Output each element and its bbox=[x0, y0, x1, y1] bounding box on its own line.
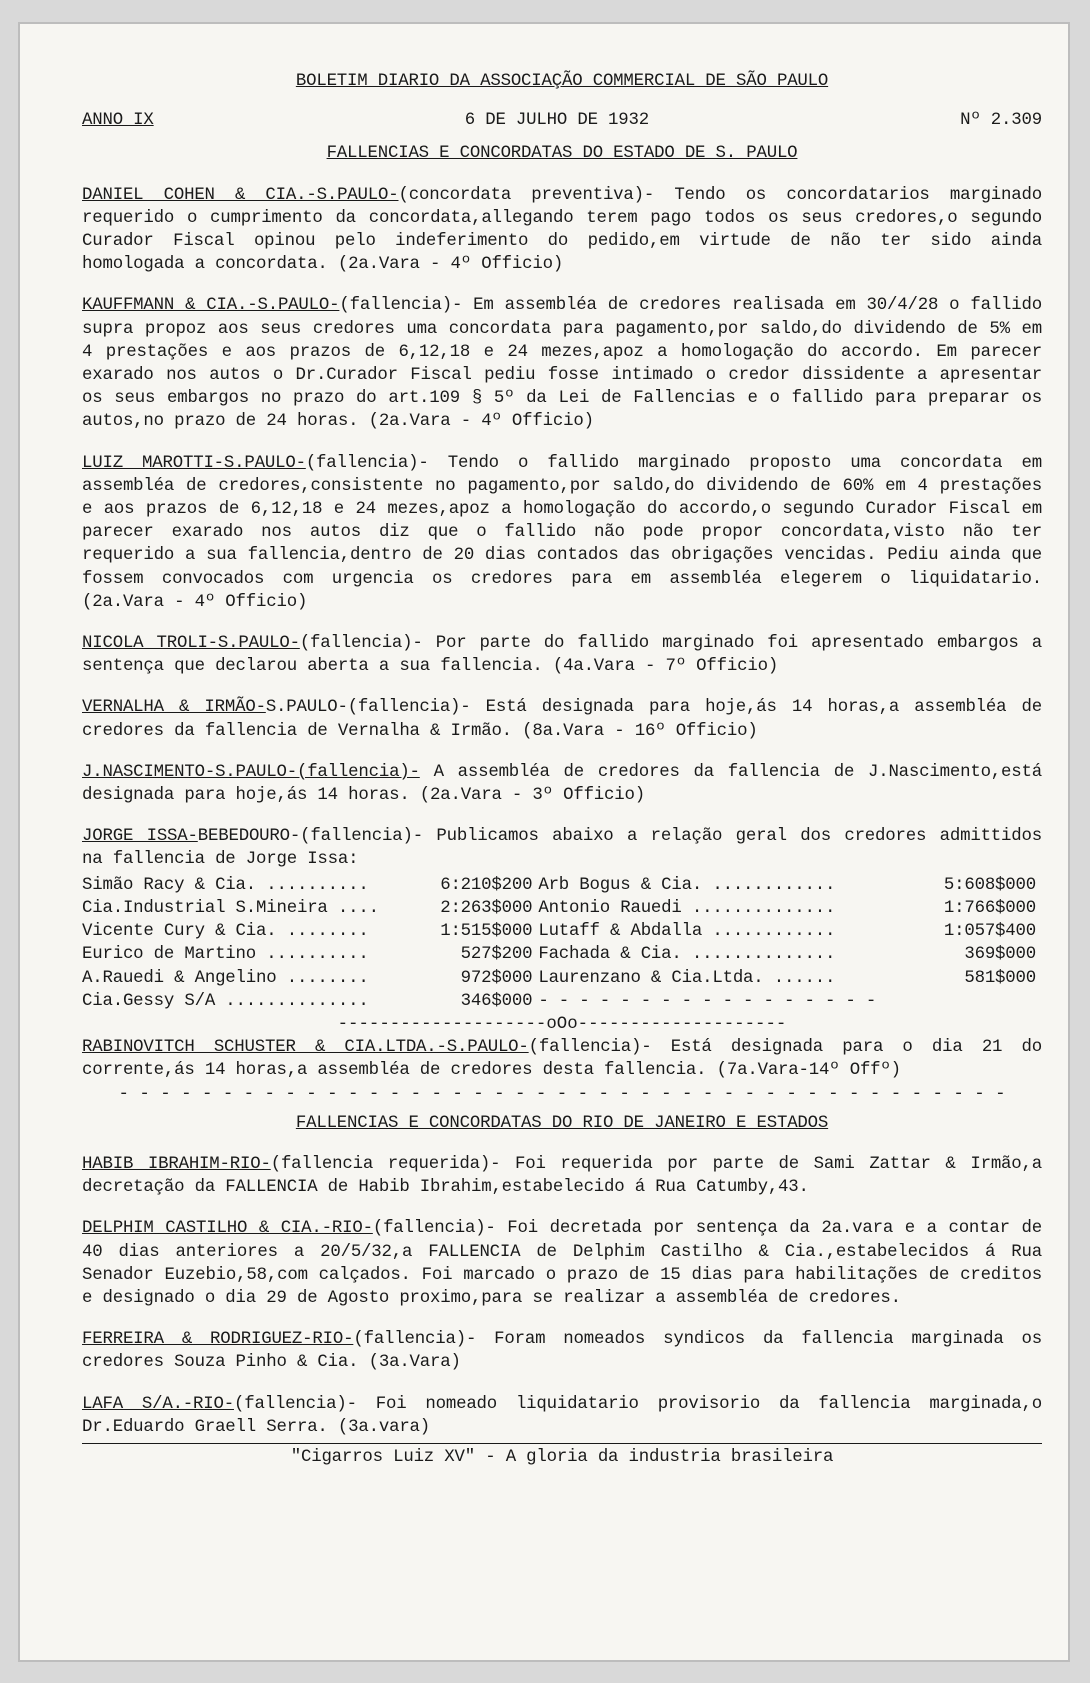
separator-ornament: --------------------oOo-------------------- bbox=[337, 1014, 787, 1034]
issue-line bbox=[82, 109, 1042, 132]
creditor-name: Vicente Cury & Cia. ........ bbox=[82, 922, 369, 942]
creditor-amount: 972$000 bbox=[460, 968, 533, 988]
entry-name: VERNALHA & IRMÃO- bbox=[82, 698, 266, 718]
entry-text: S.PAULO-(fallencia)- Está designada para hoje,ás 14 horas,a assembléa de credores da fallencia de Vernalha & Irmão. (8a.Vara - 16º Officio) bbox=[82, 698, 1042, 741]
bulletin-page bbox=[82, 50, 1042, 1469]
entry-text: (fallencia)- Está designada para o dia 21 do corrente,ás 14 horas,a assembléa de credores desta fallencia. (7a.Vara-14º Offº) bbox=[82, 1038, 1042, 1081]
creditor-amount: 1:057$400 bbox=[943, 922, 1036, 942]
entry-text: (fallencia)- Foram nomeados syndicos da fallencia marginada os credores Souza Pinho & Cia. (3a.Vara) bbox=[82, 1330, 1043, 1373]
table-row bbox=[82, 967, 1042, 990]
section-title-rio: FALLENCIAS E CONCORDATAS DO RIO DE JANEIRO E ESTADOS bbox=[295, 1113, 829, 1133]
footer-slogan: "Cigarros Luiz XV" - A gloria da industria brasileira bbox=[290, 1447, 834, 1467]
entry-name: LAFA S/A.-RIO- bbox=[82, 1394, 234, 1414]
bulletin-title: BOLETIM DIARIO DA ASSOCIAÇÃO COMMERCIAL DE SÃO PAULO bbox=[295, 72, 829, 91]
entry-text: (concordata preventiva)- Tendo os concordatarios marginado requerido o cumprimento da concordata,allegando terem pago todos os seus credores,o segundo Curador Fiscal opinou pelo indeferimento do pedido,em virtude de não ter sido ainda homologada a concordata. (2a.Vara - 4º Officio) bbox=[82, 185, 1042, 275]
creditor-amount: 1:766$000 bbox=[943, 898, 1036, 918]
entry-j-nascimento bbox=[82, 761, 1042, 807]
entry-ferreira-rodriguez bbox=[82, 1328, 1042, 1374]
creditor-name: Cia.Industrial S.Mineira .... bbox=[82, 898, 379, 918]
entry-text: A assembléa de credores da fallencia de J.Nascimento,está designada para hoje,ás 14 horas. (2a.Vara - 3º Officio) bbox=[82, 762, 1042, 806]
entry-name: JORGE ISSA- bbox=[82, 827, 198, 847]
entry-name: HABIB IBRAHIM-RIO- bbox=[82, 1154, 271, 1174]
entry-text: BEBEDOURO-(fallencia)- Publicamos abaixo a relação geral dos credores admittidos na fallencia de Jorge Issa: bbox=[82, 827, 1042, 870]
entry-vernalha bbox=[82, 696, 1042, 742]
entry-text: (fallencia)- Por parte do fallido marginado foi apresentado embargos a sentença que declarou aberta a sua fallencia. (4a.Vara - 7º Officio) bbox=[82, 634, 1042, 677]
creditor-name: Laurenzano & Cia.Ltda. ...... bbox=[538, 968, 836, 988]
entry-luiz-marotti bbox=[82, 452, 1042, 614]
entry-name: J.NASCIMENTO-S.PAULO-(fallencia)- bbox=[82, 762, 420, 782]
entry-jorge-issa bbox=[82, 825, 1042, 871]
footer-rule bbox=[82, 1443, 1042, 1444]
table-row bbox=[82, 874, 1042, 897]
entry-text: (fallencia)- Foi decretada por sentença da 2a.vara e a contar de 40 dias anteriores a 20/5/32,a FALLENCIA de Delphim Castilho & Cia.,estabelecidos á Rua Senador Euzebio,58,com calçados. Foi marcado o prazo de 15 dias para habilitações de creditos e designado o dia 29 de Agosto proximo,para se realizar a assembléa de credores. bbox=[82, 1219, 1042, 1308]
creditor-name: Eurico de Martino .......... bbox=[82, 945, 369, 965]
entry-text: (fallencia)- Em assembléa de credores realisada em 30/4/28 o fallido supra propoz aos seus credores uma concordata para pagamento,por saldo,do dividendo de 5% em 4 prestações e aos prazos de 6,12,18 e 24 mezes,apoz a homologação do accordo. Em parecer exarado nos autos o Dr.Curador Fiscal pediu fosse intimado o credor dissidente a apresentar os seus embargos no prazo do art.109 § 5º da Lei de Fallencias e o fallido para preparar os autos,no prazo de 24 horas. (2a.Vara - 4º Officio) bbox=[82, 296, 1042, 432]
creditor-amount: 5:608$000 bbox=[943, 875, 1036, 895]
entry-text: (fallencia)- Foi nomeado liquidatario provisorio da fallencia marginada,o Dr.Eduardo Graell Serra. (3a.vara) bbox=[82, 1394, 1043, 1437]
volume-label: ANNO IX bbox=[82, 111, 154, 131]
entry-name: LUIZ MAROTTI-S.PAULO- bbox=[82, 453, 306, 473]
entry-daniel-cohen bbox=[82, 184, 1042, 277]
creditor-amount: 6:210$200 bbox=[440, 875, 533, 895]
entry-nicola-troli bbox=[82, 632, 1042, 678]
issue-number: Nº 2.309 bbox=[960, 111, 1042, 131]
entry-text: (fallencia)- Tendo o fallido marginado proposto uma concordata em assembléa de credores,consistente no pagamento,por saldo,do dividendo de 60% em 4 prestações e aos prazos de 6,12,18 e 24 mezes,apoz a homologação do accordo,o segundo Curador Fiscal em parecer exarado nos autos diz que o fallido não pode propor concordata,visto não ter requerido a sua fallencia,dentro de 20 dias contados das obrigações vencidas. Pediu ainda que fossem convocados com urgencia os credores para em assembléa elegerem o liquidatario. (2a.Vara - 4º Officio) bbox=[82, 453, 1042, 612]
entry-name: KAUFFMANN & CIA.-S.PAULO- bbox=[82, 296, 340, 316]
creditor-amount: 369$000 bbox=[964, 945, 1036, 965]
creditor-name: Antonio Rauedi .............. bbox=[538, 898, 836, 918]
creditor-name: A.Rauedi & Angelino ........ bbox=[82, 968, 369, 988]
entry-name: RABINOVITCH SCHUSTER & CIA.LTDA.-S.PAULO- bbox=[82, 1038, 529, 1058]
entry-habib-ibrahim bbox=[82, 1153, 1042, 1199]
section-title-sp: FALLENCIAS E CONCORDATAS DO ESTADO DE S. PAULO bbox=[326, 144, 798, 164]
issue-date: 6 DE JULHO DE 1932 bbox=[464, 111, 649, 131]
creditor-amount: 2:263$000 bbox=[440, 898, 533, 918]
entry-name: DELPHIM CASTILHO & CIA.-RIO- bbox=[82, 1219, 373, 1239]
creditor-amount bbox=[929, 990, 1042, 1013]
creditor-amount: 527$200 bbox=[460, 945, 533, 965]
entry-lafa bbox=[82, 1393, 1042, 1439]
creditors-table bbox=[82, 874, 1042, 1013]
table-row bbox=[82, 920, 1042, 943]
entry-text: (fallencia requerida)- Foi requerida por parte de Sami Zattar & Irmão,a decretação da FALLENCIA de Habib Ibrahim,estabelecido á Rua Catumby,43. bbox=[82, 1154, 1042, 1198]
creditor-amount: 1:515$000 bbox=[440, 922, 533, 942]
creditor-name: Cia.Gessy S/A .............. bbox=[82, 991, 369, 1011]
creditor-name: Simão Racy & Cia. .......... bbox=[82, 875, 369, 895]
entry-name: NICOLA TROLI-S.PAULO- bbox=[82, 634, 300, 654]
dash-separator: - - - - - - - - - - - - - - - - - - - - - - - - - - - - - - - - - - - - - - - - - - - bbox=[118, 1084, 1006, 1104]
entry-rabinovitch bbox=[82, 1036, 1042, 1082]
creditor-name: - - - - - - - - - - - - - - - - - bbox=[538, 991, 877, 1011]
creditor-amount: 346$000 bbox=[460, 991, 533, 1011]
creditor-amount: 581$000 bbox=[964, 968, 1036, 988]
entry-kauffmann bbox=[82, 294, 1042, 433]
creditor-name: Lutaff & Abdalla ............ bbox=[538, 922, 836, 942]
table-row bbox=[82, 897, 1042, 920]
creditor-name: Arb Bogus & Cia. ............ bbox=[538, 875, 836, 895]
table-row bbox=[82, 943, 1042, 966]
entry-delphim-castilho bbox=[82, 1217, 1042, 1310]
entry-name: FERREIRA & RODRIGUEZ-RIO- bbox=[82, 1330, 354, 1350]
creditor-name: Fachada & Cia. .............. bbox=[538, 945, 836, 965]
entry-name: DANIEL COHEN & CIA.-S.PAULO- bbox=[82, 185, 399, 205]
table-row bbox=[82, 990, 1042, 1013]
